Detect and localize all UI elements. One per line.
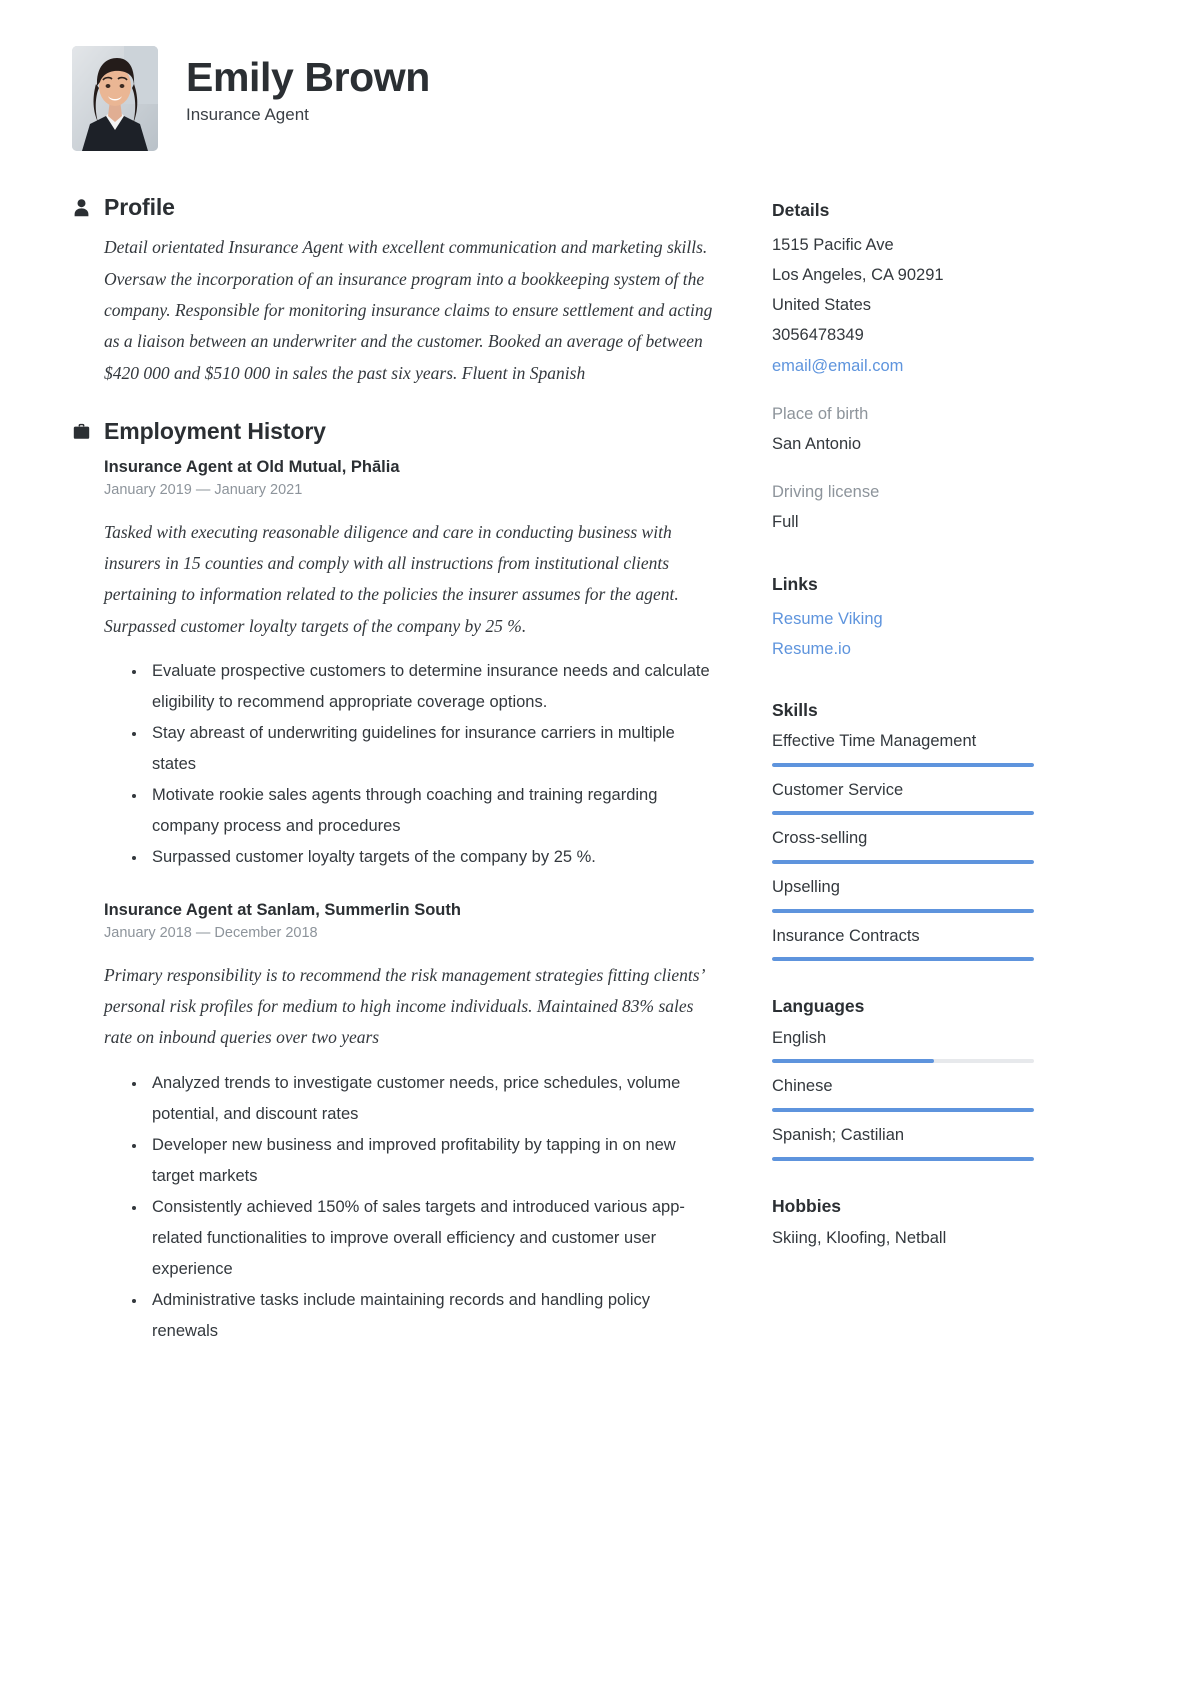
skill-item — [772, 778, 1034, 816]
skill-meter-fill — [772, 763, 1034, 767]
job-bullets — [104, 656, 718, 873]
skill-label: Upselling — [772, 878, 840, 896]
language-meter-fill — [772, 1059, 934, 1063]
skill-meter-fill — [772, 811, 1034, 815]
skill-label: Effective Time Management — [772, 732, 977, 751]
skill-label: Cross-selling — [772, 829, 868, 848]
resume-header — [72, 46, 1120, 151]
identity-block — [186, 46, 430, 125]
employment-heading — [72, 419, 718, 444]
language-meter-track — [772, 1108, 1034, 1112]
driving-license-value: Full — [772, 513, 799, 532]
job-entry — [104, 899, 718, 1347]
job-heading: Insurance Agent at Old Mutual, Phālia — [104, 458, 400, 477]
address-country: United States — [772, 296, 872, 315]
skill-label: Customer Service — [772, 780, 904, 799]
skill-item — [772, 826, 1034, 864]
sidebar-section-skills — [772, 699, 1034, 962]
place-of-birth-label: Place of birth — [772, 404, 869, 423]
job-heading: Insurance Agent at Sanlam, Summerlin South — [104, 901, 461, 920]
sidebar-section-links — [772, 573, 1034, 664]
job-entry — [104, 456, 718, 873]
language-label: Spanish; Castilian — [772, 1126, 905, 1144]
link-item[interactable]: Resume Viking — [772, 610, 883, 629]
skill-label: Insurance Contracts — [772, 926, 920, 945]
language-item — [772, 1026, 1034, 1064]
section-title-profile: Profile — [104, 194, 175, 220]
job-description: Tasked with executing reasonable diligence and care in conducting business with insurers in 15 counties and comply with all instructions from institutional clients pertaining to information related to the policies the insurer assumes for the agent. Surpassed customer loyalty targets of the company by 25 %. — [104, 521, 679, 636]
hobbies-text: Skiing, Kloofing, Netball — [772, 1229, 947, 1248]
job-bullet: Analyzed trends to investigate customer needs, price schedules, volume potential, and discount rates — [130, 1068, 718, 1130]
job-bullet: Evaluate prospective customers to determine insurance needs and calculate eligibility to recommend appropriate coverage options. — [130, 656, 718, 718]
main-column — [72, 195, 718, 1377]
job-title: Insurance Agent — [186, 105, 309, 125]
language-label: Chinese — [772, 1077, 833, 1096]
sidebar-title-hobbies: Hobbies — [772, 1195, 842, 1216]
skill-meter-track — [772, 763, 1034, 767]
phone-number: 3056478349 — [772, 326, 864, 345]
skill-meter-track — [772, 860, 1034, 864]
section-title-employment: Employment History — [104, 417, 326, 444]
language-item — [772, 1123, 1034, 1161]
sidebar-section-details — [772, 199, 1034, 537]
sidebar-title-links: Links — [772, 574, 818, 595]
profile-body — [72, 232, 718, 389]
job-bullet: Consistently achieved 150% of sales targets and introduced various app-related functionalities to improve overall efficiency and customer user experience — [130, 1192, 718, 1285]
avatar — [72, 46, 158, 151]
skill-item — [772, 924, 1034, 962]
skill-meter-fill — [772, 860, 1034, 864]
address-line-2: Los Angeles, CA 90291 — [772, 265, 944, 284]
briefcase-icon — [72, 422, 90, 442]
job-bullet: Stay abreast of underwriting guidelines for insurance carriers in multiple states — [130, 718, 718, 780]
skill-meter-track — [772, 957, 1034, 961]
sidebar-title-skills: Skills — [772, 699, 818, 720]
skill-meter-track — [772, 811, 1034, 815]
job-bullet: Developer new business and improved profitability by tapping in on new target markets — [130, 1130, 718, 1192]
sidebar-title-details: Details — [772, 200, 830, 220]
job-dates: January 2019 — January 2021 — [104, 482, 303, 499]
sidebar-section-languages — [772, 995, 1034, 1160]
job-dates: January 2018 — December 2018 — [104, 925, 318, 942]
skill-meter-fill — [772, 909, 1034, 913]
email-link[interactable]: email@email.com — [772, 356, 904, 375]
person-icon — [72, 198, 90, 218]
address-line-1: 1515 Pacific Ave — [772, 235, 894, 254]
skill-meter-fill — [772, 957, 1034, 961]
section-profile — [72, 195, 718, 389]
job-bullet: Surpassed customer loyalty targets of the company by 25 %. — [130, 842, 718, 873]
language-item — [772, 1074, 1034, 1112]
skill-item — [772, 875, 1034, 913]
sidebar-section-hobbies — [772, 1195, 1034, 1252]
sidebar-title-languages: Languages — [772, 996, 865, 1017]
skill-item — [772, 729, 1034, 767]
employment-body — [72, 456, 718, 1347]
profile-heading — [72, 195, 718, 220]
language-meter-track — [772, 1157, 1034, 1161]
language-meter-fill — [772, 1157, 1034, 1161]
link-item[interactable]: Resume.io — [772, 640, 851, 659]
job-description: Primary responsibility is to recommend the risk management strategies fitting clients’ personal risk profiles for medium to high income individuals. Maintained 83% sales rate on inbound queries over two years — [104, 964, 704, 1048]
job-bullets — [104, 1068, 718, 1347]
full-name: Emily Brown — [186, 54, 430, 100]
job-bullet: Motivate rookie sales agents through coaching and training regarding company process and procedures — [130, 780, 718, 842]
resume-columns — [72, 195, 1120, 1377]
profile-text: Detail orientated Insurance Agent with excellent communication and marketing skills. Oversaw the incorporation of an insurance program into a bookkeeping system of the company. Responsible for monitoring insurance claims to ensure settlement and acting as a liaison between an underwriter and the customer. Booked an average of between $420 000 and $510 000 in sales the past six years. Fluent in Spanish — [104, 237, 713, 383]
language-label: English — [772, 1028, 827, 1047]
job-bullet: Administrative tasks include maintaining records and handling policy renewals — [130, 1285, 718, 1347]
skill-meter-track — [772, 909, 1034, 913]
place-of-birth-value: San Antonio — [772, 434, 861, 453]
language-meter-fill — [772, 1108, 1034, 1112]
language-meter-track — [772, 1059, 1034, 1063]
section-employment — [72, 419, 718, 1347]
driving-license-label: Driving license — [772, 483, 880, 502]
sidebar-column — [772, 195, 1034, 1280]
